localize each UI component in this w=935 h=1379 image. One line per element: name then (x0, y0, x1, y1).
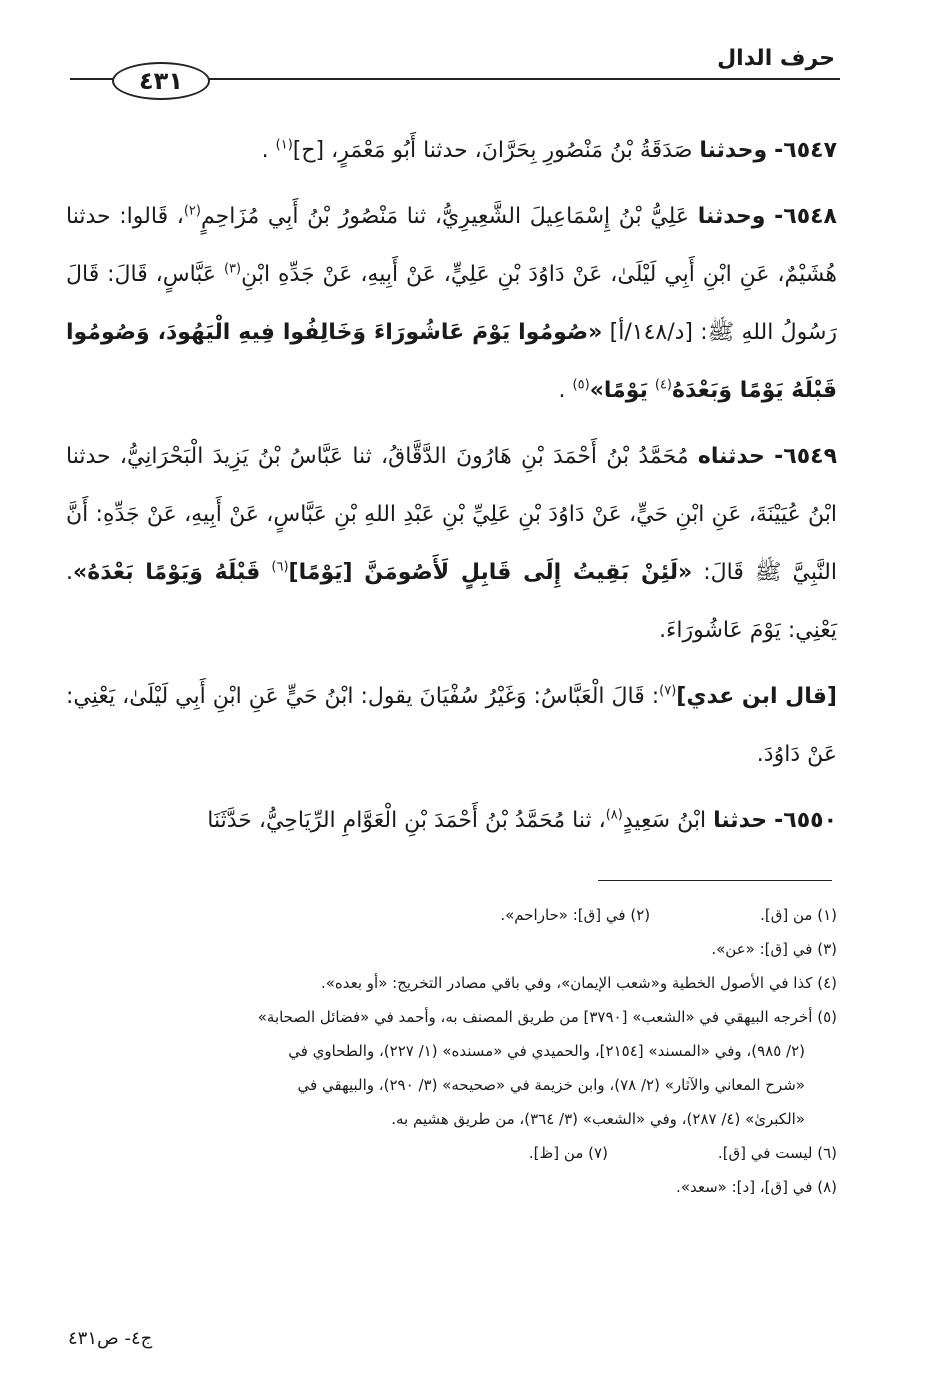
footnote-6: (٦) ليست في [ق]. (717, 1144, 837, 1162)
page-number: ٤٣١ (139, 67, 183, 95)
footnote-row (66, 898, 837, 932)
hadith-text: يَوْمًا» (589, 378, 648, 403)
entry-number: ٦٥٤٨- (774, 204, 837, 229)
entry-lead: وحدثنا (699, 138, 768, 163)
footnote-separator (598, 880, 832, 881)
chapter-title: حرف الدال (717, 46, 835, 71)
footnote-4: (٤) كذا في الأصول الخطية و«شعب الإيمان»، وفي باقي مصادر التخريج: «أو بعده». (320, 974, 837, 992)
hadith-text: «لَئِنْ بَقِيتُ إِلَى قَابِلٍ لَأَصُومَنَّ [يَوْمًا] (288, 560, 693, 585)
footnote-5-cont: «الكبرىٰ» (٤/ ٢٨٧)، وفي «الشعب» (٣/ ٣٦٤)، من طريق هشيم به. (391, 1110, 805, 1128)
footnote-ref: (٢) (183, 203, 201, 219)
main-text (66, 122, 837, 858)
footnote-ref: (٣) (223, 261, 242, 277)
entry-text: عَلِيُّ بْنُ إِسْمَاعِيلَ الشَّعِيرِيُّ، ثنا مَنْصُورُ بْنُ أَبِي مُزَاحِمٍ (200, 204, 690, 229)
footnote-ref: (١) (275, 137, 293, 153)
footnote-3: (٣) في [ق]: «عن». (711, 940, 837, 958)
entry-6547 (66, 122, 837, 180)
footnotes (66, 898, 837, 1204)
footnote-7: (٧) من [ظ]. (528, 1144, 608, 1162)
footnote-1: (١) من [ق]. (760, 906, 837, 924)
footnote-5-cont: «شرح المعاني والآثار» (٢/ ٧٨)، وابن خزيمة في «صحيحه» (٣/ ٢٩٠)، والبيهقي في (297, 1076, 805, 1094)
entry-tail: . (261, 138, 269, 163)
entry-text: ، ثنا مُحَمَّدُ بْنُ أَحْمَدَ بْنِ الْعَوَّامِ الرِّيَاحِيُّ، حَدَّثَنَا (207, 808, 606, 833)
footnote-ref: (٦) (271, 559, 289, 575)
entry-text: صَدَقَةُ بْنُ مَنْصُورِ بِحَرَّانَ، حدثنا أَبُو مَعْمَرٍ، [ح] (292, 138, 693, 163)
entry-6550 (66, 792, 837, 850)
entry-text: ، قَالوا: حدثنا هُشَيْمٌ، عَنِ ابْنِ أَبِي لَيْلَىٰ، عَنْ دَاوُدَ بْنِ عَلِيٍّ، عَنْ أَبِيهِ، عَنْ جَدِّهِ ابْنِ (66, 204, 837, 287)
footnote-5: (٥) أخرجه البيهقي في «الشعب» [٣٧٩٠] من طريق المصنف به، وأحمد في «فضائل الصحابة» (257, 1008, 837, 1026)
entry-lead: حدثنا (713, 808, 768, 833)
footnote-ref: (٧) (659, 683, 677, 699)
footnote-ref: (٥) (572, 377, 590, 393)
entry-text: عَبَّاسٍ، قَالَ: قَالَ رَسُولُ اللهِ ﷺ: [د/١٤٨/أ] (66, 262, 838, 345)
ibn-adi-note (66, 668, 837, 784)
volume-page-reference: ج٤- ص٤٣١ (68, 1328, 153, 1349)
footnote-8: (٨) في [ق]، [د]: «سعد». (676, 1178, 837, 1196)
entry-text: ابْنُ سَعِيدٍ (622, 808, 707, 833)
entry-number: ٦٥٤٧- (774, 138, 837, 163)
hadith-text: قَبْلَهُ وَيَوْمًا بَعْدَهُ» (73, 560, 261, 585)
entry-text: : قَالَ الْعَبَّاسُ: وَغَيْرُ سُفْيَانَ يقول: ابْنُ حَيٍّ عَنِ ابْنِ أَبِي لَيْلَىٰ، يَعْنِي: عَنْ دَاوُدَ. (66, 684, 837, 767)
footnote-2: (٢) في [ق]: «حاراحم». (500, 906, 651, 924)
entry-text: مُحَمَّدُ بْنُ أَحْمَدَ بْنِ هَارُونَ الدَّقَّاقُ، ثنا عَبَّاسُ بْنُ يَزِيدَ الْبَحْرَانِيُّ، حدثنا ابْنُ عُيَيْنَةَ، عَنِ ابْنِ حَيٍّ، عَنْ دَاوُدَ بْنِ عَلِيِّ بْنِ عَبْدِ اللهِ بْنِ عَبَّاسٍ، عَنْ أَبِيهِ، عَنْ جَدِّهِ: أَنَّ النَّبِيَّ ﷺ قَالَ: (66, 444, 837, 585)
footnote-5-cont: (٢/ ٩٨٥)، وفي «المسند» [٢١٥٤]، والحميدي في «مسنده» (١/ ٢٢٧)، والطحاوي في (288, 1042, 805, 1060)
footnote-ref: (٤) (654, 377, 672, 393)
entry-6549 (66, 428, 837, 660)
entry-number: ٦٥٥٠- (774, 808, 837, 833)
footnote-ref: (٨) (605, 807, 623, 823)
hadith-text: «صُومُوا يَوْمَ عَاشُورَاءَ وَخَالِفُوا فِيهِ الْيَهُودَ، وَصُومُوا قَبْلَهُ يَوْمًا وَبَعْدَهُ (66, 320, 837, 403)
entry-lead: وحدثنا (697, 204, 766, 229)
entry-6548 (66, 188, 837, 420)
page-number-badge (112, 62, 210, 100)
entry-lead: [قال ابن عدي] (676, 684, 837, 709)
entry-lead: حدثناه (697, 444, 765, 469)
entry-number: ٦٥٤٩- (774, 444, 837, 469)
footnote-row (66, 1136, 837, 1170)
entry-tail: . (558, 378, 566, 403)
entry-text: . يَعْنِي: يَوْمَ عَاشُورَاءَ. (66, 560, 837, 643)
